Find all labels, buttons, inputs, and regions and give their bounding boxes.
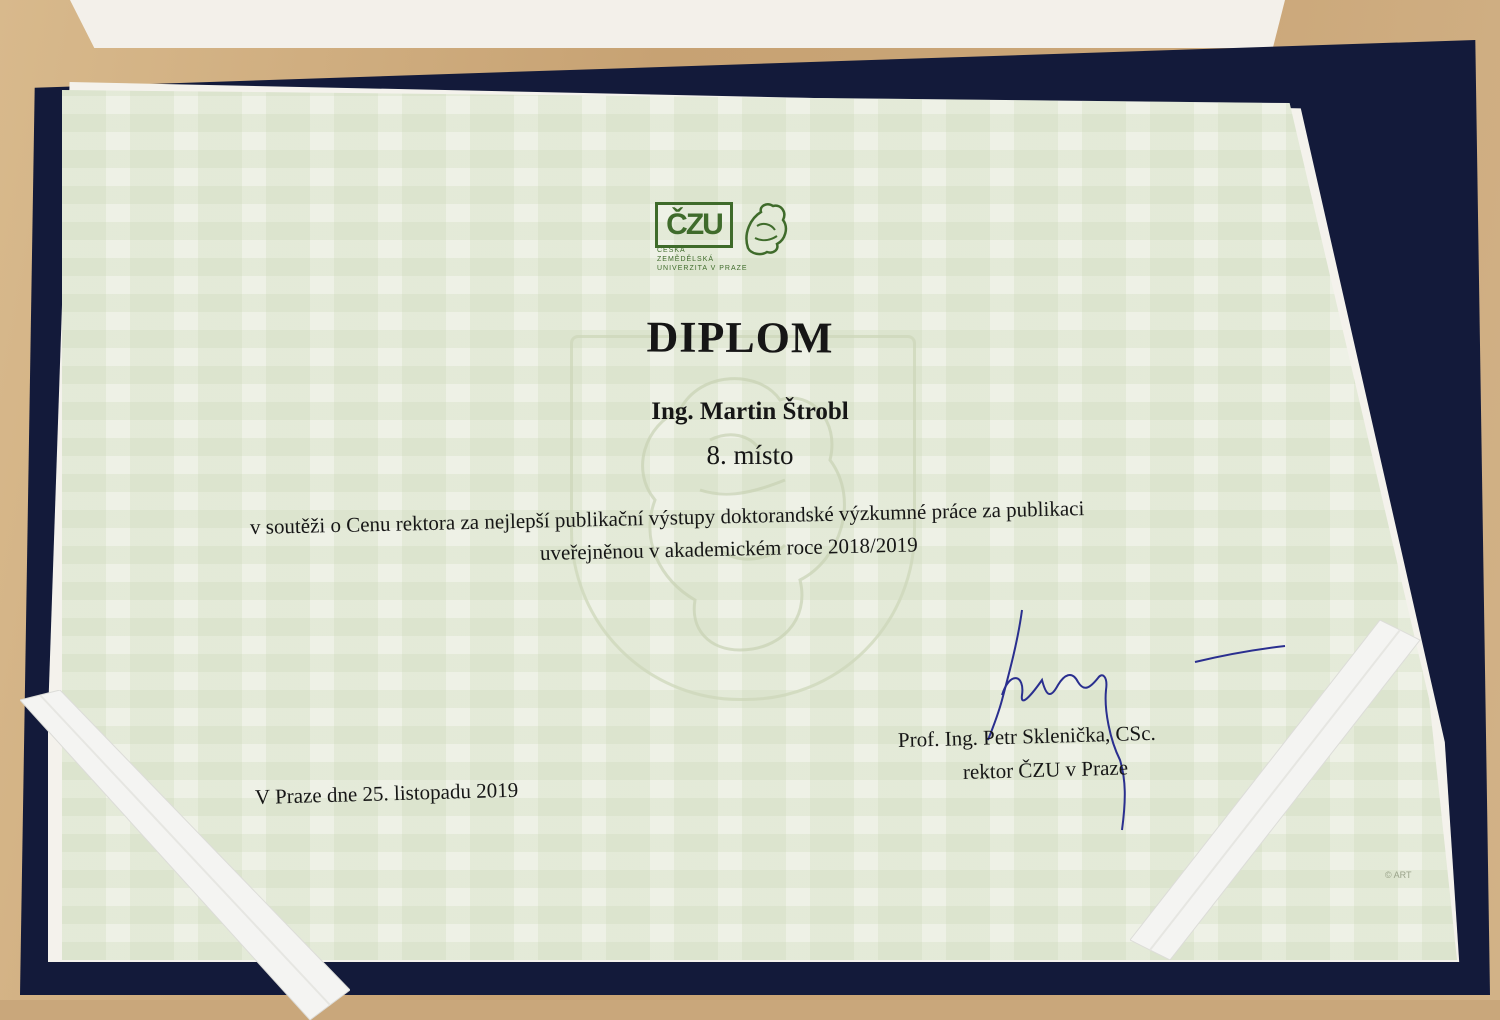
description-line-1: v soutěži o Cenu rektora za nejlepší publikační výstupy doktorandské výzkumné práce za publikaci (249, 496, 1085, 539)
corner-ribbon-right (1130, 620, 1430, 960)
logo-mark: ČZU (655, 202, 733, 248)
recipient-name: Ing. Martin Štrobl (651, 398, 849, 425)
corner-ribbon-left (20, 690, 350, 1020)
upper-paper-sheet (70, 0, 1285, 48)
signatory-title: rektor ČZU v Praze (962, 755, 1129, 784)
diploma-title: DIPLOM (646, 312, 834, 363)
placement: 8. místo (706, 440, 794, 470)
university-logo (655, 198, 795, 278)
description-line-2: uveřejněnou v akademickém roce 2018/2019 (539, 532, 919, 565)
signatory-name: Prof. Ing. Petr Sklenička, CSc. (897, 720, 1157, 752)
issue-date: V Praze dne 25. listopadu 2019 (254, 777, 519, 809)
logo-institution-name: ČESKÁ ZEMĚDĚLSKÁ UNIVERZITA V PRAZE (657, 247, 748, 272)
copyright-mark: © ART (1385, 870, 1412, 880)
